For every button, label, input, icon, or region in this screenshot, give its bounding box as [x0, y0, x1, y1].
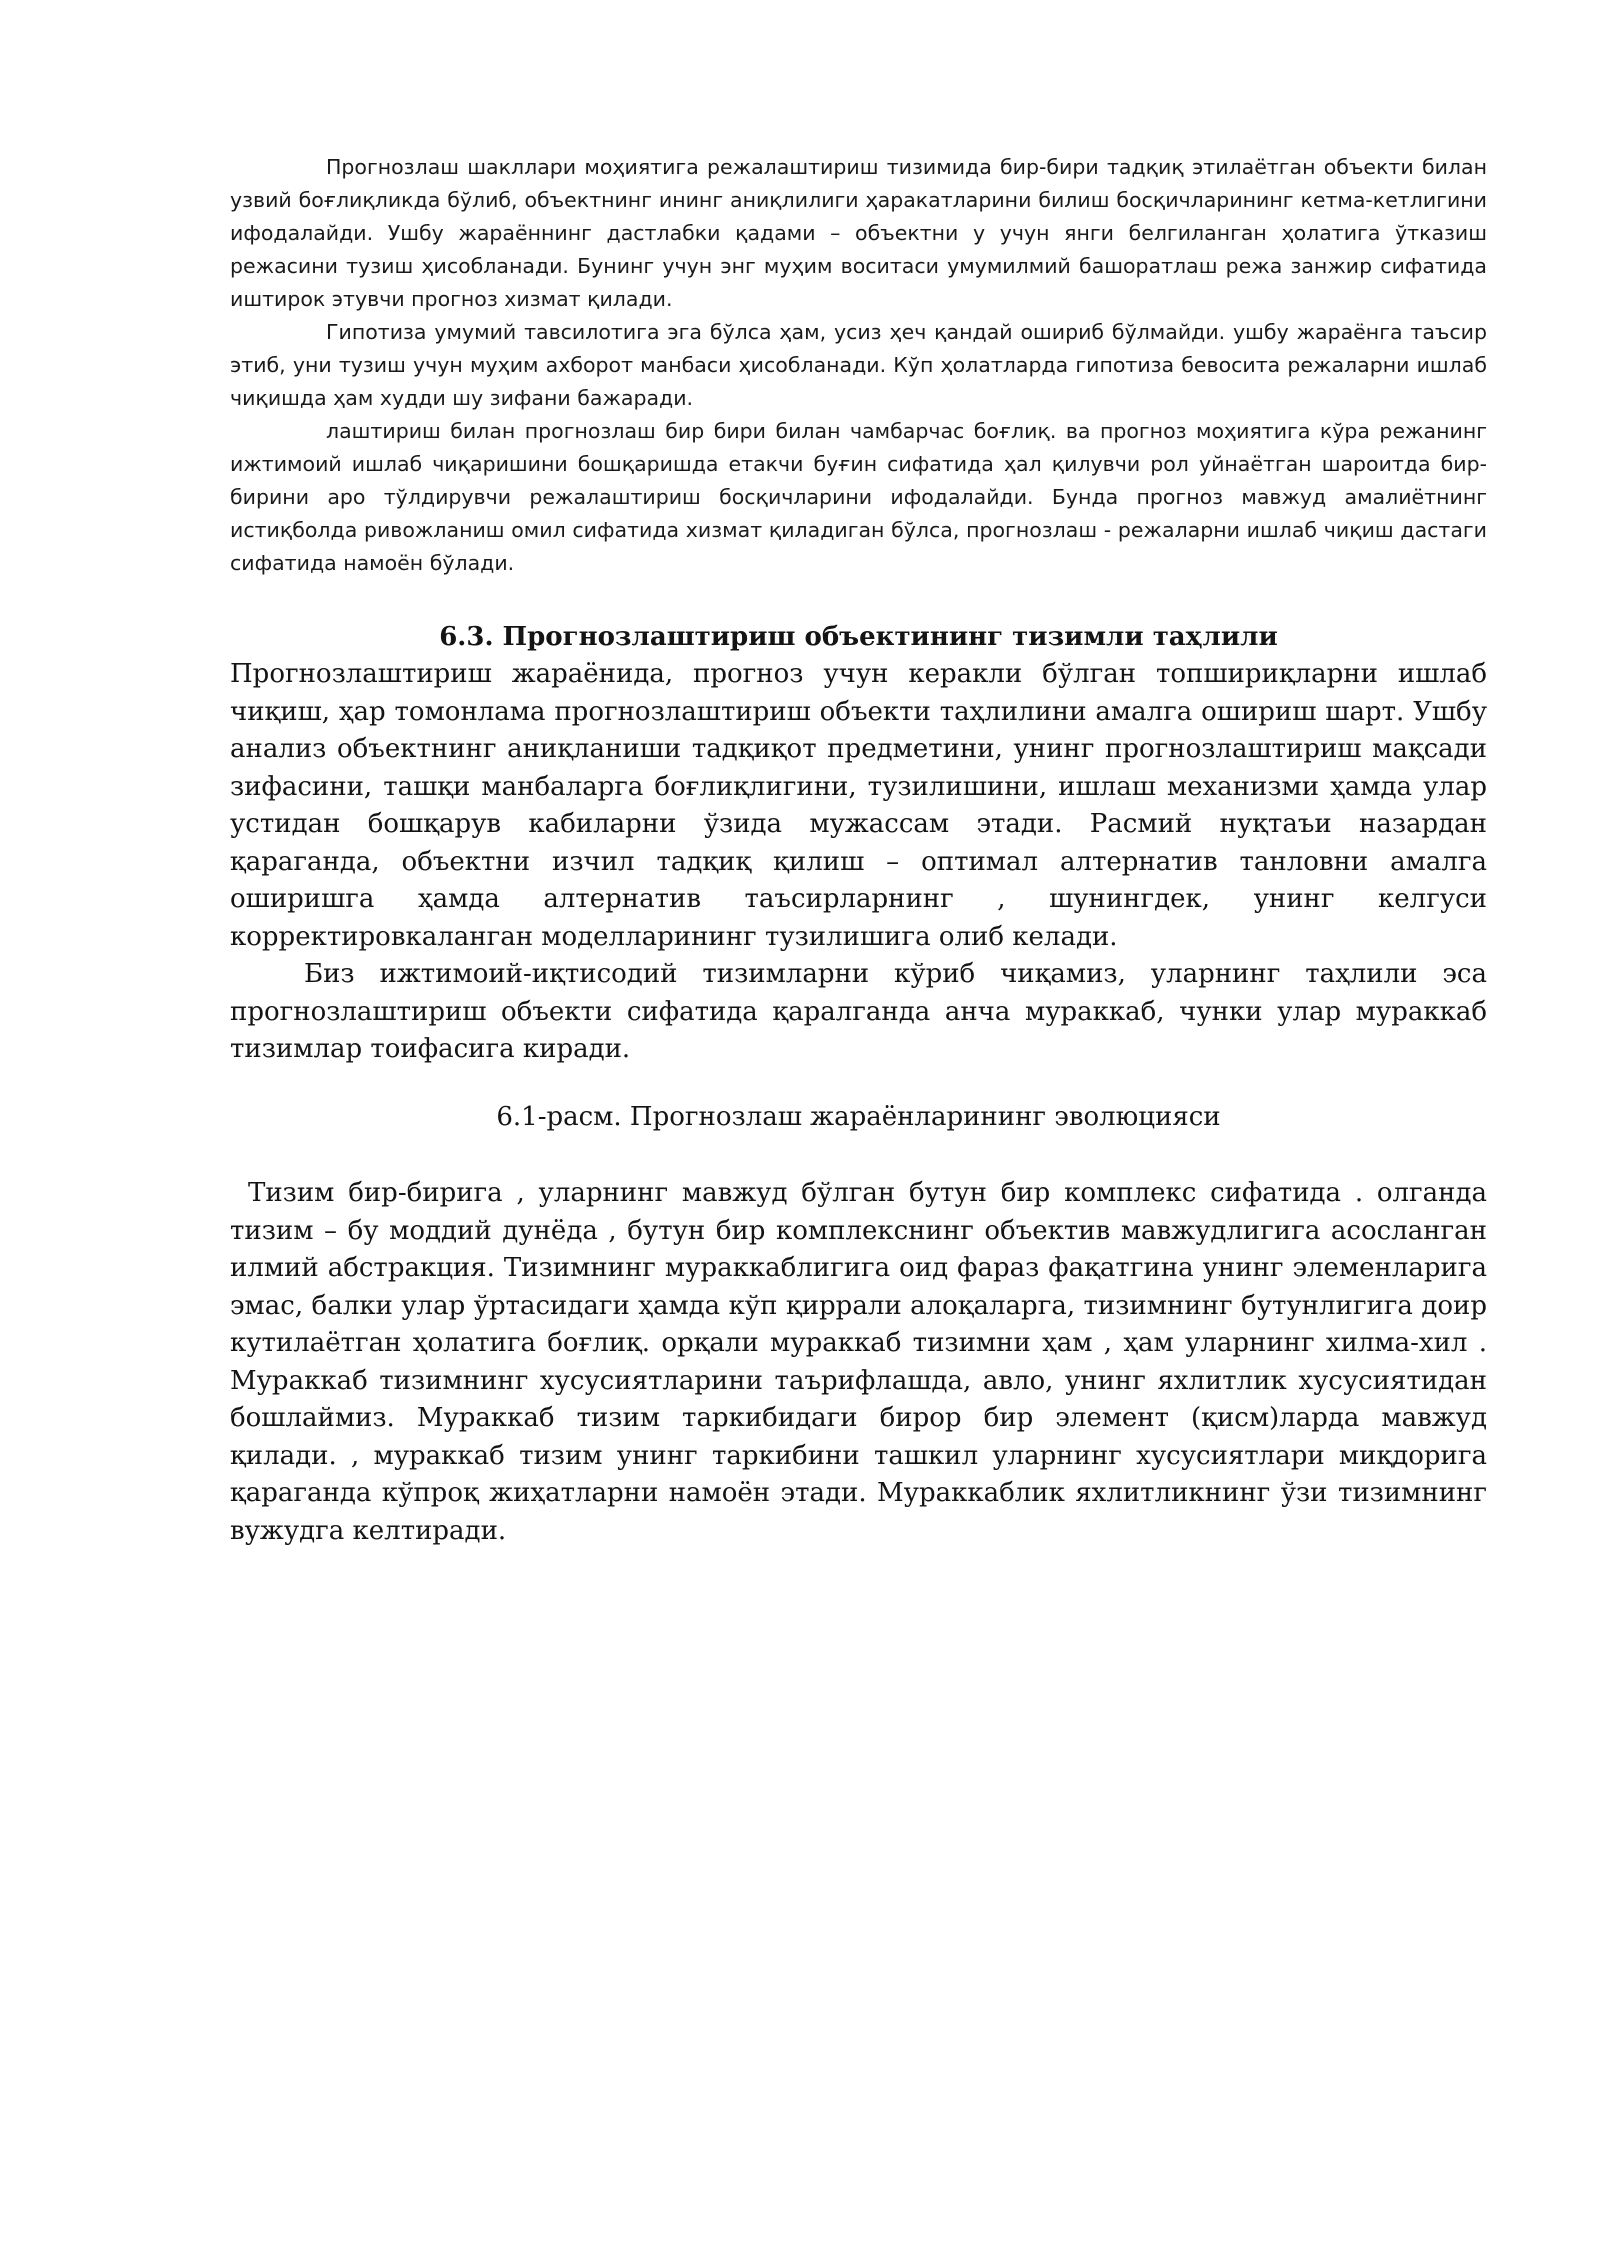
figure-caption: 6.1-расм. Прогнозлаш жараёнларининг эволюцияси: [496, 1102, 1221, 1132]
paragraph-analysis: Прогнозлаштириш жараёнида, прогноз учун керакли бўлган топшириқларни ишлаб чиқиш, ҳар томонлама прогнозлаштириш объекти таҳлилини амалга ошириш шарт. Ушбу анализ объектнинг аниқланиши тадқиқот предметини, унинг прогнозлаштириш мақсади зифасини, ташқи манбаларга боғлиқлигини, тузилишини, ишлаш механизми ҳамда улар устидан бошқарув кабиларни ўзида мужассам этади. Расмий нуқтаъи назардан қараганда, объектни изчил тадқиқ қилиш – оптимал алтернатив танловни амалга оширишга ҳамда алтернатив таъсирларнинг , шунингдек, унинг келгуси корректировкаланган моделларининг тузилишига олиб келади.: [230, 659, 1487, 952]
paragraph-forecast-forms: Прогнозлаш шакллари моҳиятига режалаштириш тизимида бир-бири тадқиқ этилаётган объекти билан узвий боғлиқликда бўлиб, объектнинг ининг аниқлилиги ҳаракатларини билиш босқичларининг кетма-кетлигини ифодалайди. Ушбу жараённинг дастлабки қадами – объектни у учун янги белгиланган ҳолатига ўтказиш режасини тузиш ҳисобланади. Бунинг учун энг муҳим воситаси умумилмий башоратлаш режа занжир сифатида иштирок этувчи прогноз хизмат қилади.: [230, 155, 1487, 311]
paragraph-hypothesis: Гипотиза умумий тавсилотига эга бўлса ҳам, усиз ҳеч қандай ошириб бўлмайди. ушбу жараёнга таъсир этиб, уни тузиш учун муҳим ахборот манбаси ҳисобланади. Кўп ҳолатларда гипотиза бевосита режаларни ишлаб чиқишда ҳам худди шу зифани бажаради.: [230, 320, 1487, 410]
top-text-section: [230, 151, 1487, 580]
paragraph-socioeconomic: Биз ижтимоий-иқтисодий тизимларни кўриб чиқамиз, уларнинг таҳлили эса прогнозлаштириш объекти сифатида қаралганда анча мураккаб, чунки улар мураккаб тизимлар тоифасига киради.: [230, 959, 1487, 1064]
closing-section: [230, 1175, 1487, 1550]
paragraph-system-complexity: Тизим бир-бирига , уларнинг мавжуд бўлган бутун бир комплекс сифатида . олганда тизим – бу моддий дунёда , бутун бир комплекснинг объектив мавжудлигига асосланган илмий абстракция. Тизимнинг мураккаблигига оид фараз фақатгина унинг элеменларига эмас, балки улар ўртасидаги ҳамда кўп қиррали алоқаларга, тизимнинг бутунлигига доир кутилаётган ҳолатига боғлиқ. орқали мураккаб тизимни ҳам , ҳам уларнинг хилма-хил . Мураккаб тизимнинг хусусиятларини таърифлашда, авло, унинг яхлитлик хусусиятидан бошлаймиз. Мураккаб тизим таркибидаги бирор бир элемент (қисм)ларда мавжуд қилади. , мураккаб тизим унинг таркибини ташкил уларнинг хусусиятлари миқдорига қараганда кўпроқ жиҳатларни намоён этади. Мураккаблик яхлитликнинг ўзи тизимнинг вужудга келтиради.: [230, 1178, 1487, 1546]
section-heading: 6.3. Прогнозлаштириш объектининг тизимли таҳлили: [439, 622, 1278, 652]
paragraph-planning-forecasting: лаштириш билан прогнозлаш бир бири билан чамбарчас боғлиқ. ва прогноз моҳиятига кўра режанинг ижтимоий ишлаб чиқаришини бошқаришда етакчи буғин сифатида ҳал қилувчи рол уйнаётган шароитда бир-бирини аро тўлдирувчи режалаштириш босқичларини ифодалайди. Бунда прогноз мавжуд амалиётнинг истиқболда ривожланиш омил сифатида хизмат қиладиган бўлса, прогнозлаш - режаларни ишлаб чиқиш дастаги сифатида намоён бўлади.: [230, 419, 1487, 575]
section-body: [230, 656, 1487, 1069]
